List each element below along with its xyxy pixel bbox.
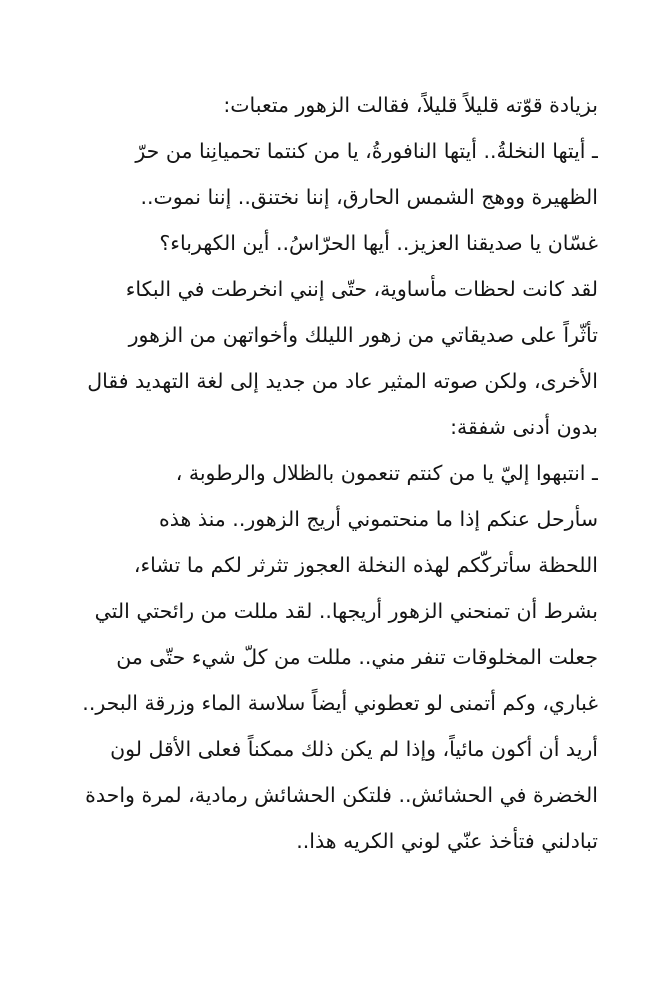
text-line: غسّان يا صديقنا العزيز.. أيها الحرّاسُ.. أين الكهرباء؟: [159, 231, 598, 255]
paragraph-4: [52, 450, 598, 864]
text-line: بشرط أن تمنحني الزهور أريجها.. لقد مللت من رائحتي التي: [94, 599, 598, 623]
text-line: الأخرى، ولكن صوته المثير عاد من جديد إلى لغة التهديد فقال: [87, 369, 598, 393]
paragraph-3: [52, 266, 598, 450]
paragraph-1: [52, 82, 598, 128]
text-line: ـ انتبهوا إليّ يا من كنتم تنعمون بالظلال والرطوبة ،: [175, 461, 598, 485]
text-line: غباري، وكم أتمنى لو تعطوني أيضاً سلاسة الماء وزرقة البحر..: [82, 691, 598, 715]
text-line: الخضرة في الحشائش.. فلتكن الحشائش رمادية، لمرة واحدة: [85, 783, 598, 807]
text-line: بدون أدنى شفقة:: [450, 415, 598, 439]
paragraph-2: [52, 128, 598, 266]
text-line: تبادلني فتأخذ عنّي لوني الكريه هذا..: [296, 829, 598, 853]
page-text: [52, 82, 598, 864]
text-line: الظهيرة ووهج الشمس الحارق، إننا نختنق.. إننا نموت..: [140, 185, 598, 209]
text-line: اللحظة سأتركّكم لهذه النخلة العجوز تثرثر لكم ما تشاء،: [133, 553, 598, 577]
text-line: سأرحل عنكم إذا ما منحتموني أريج الزهور.. منذ هذه: [159, 507, 598, 531]
text-line: جعلت المخلوقات تنفر مني.. مللت من كلّ شيء حتّى من: [116, 645, 598, 669]
text-line: ـ أيتها النخلةُ.. أيتها النافورةُ، يا من كنتما تحميانِنا من حرّ: [135, 139, 598, 163]
text-line: أريد أن أكون مائياً، وإذا لم يكن ذلك ممكناً فعلى الأقل لون: [110, 737, 598, 761]
text-line: لقد كانت لحظات مأساوية، حتّى إنني انخرطت في البكاء: [125, 277, 598, 301]
text-line: تأثّراً على صديقاتي من زهور الليلك وأخواتهن من الزهور: [128, 323, 598, 347]
text-line: بزيادة قوّته قليلاً قليلاً، فقالت الزهور متعبات:: [223, 93, 598, 117]
